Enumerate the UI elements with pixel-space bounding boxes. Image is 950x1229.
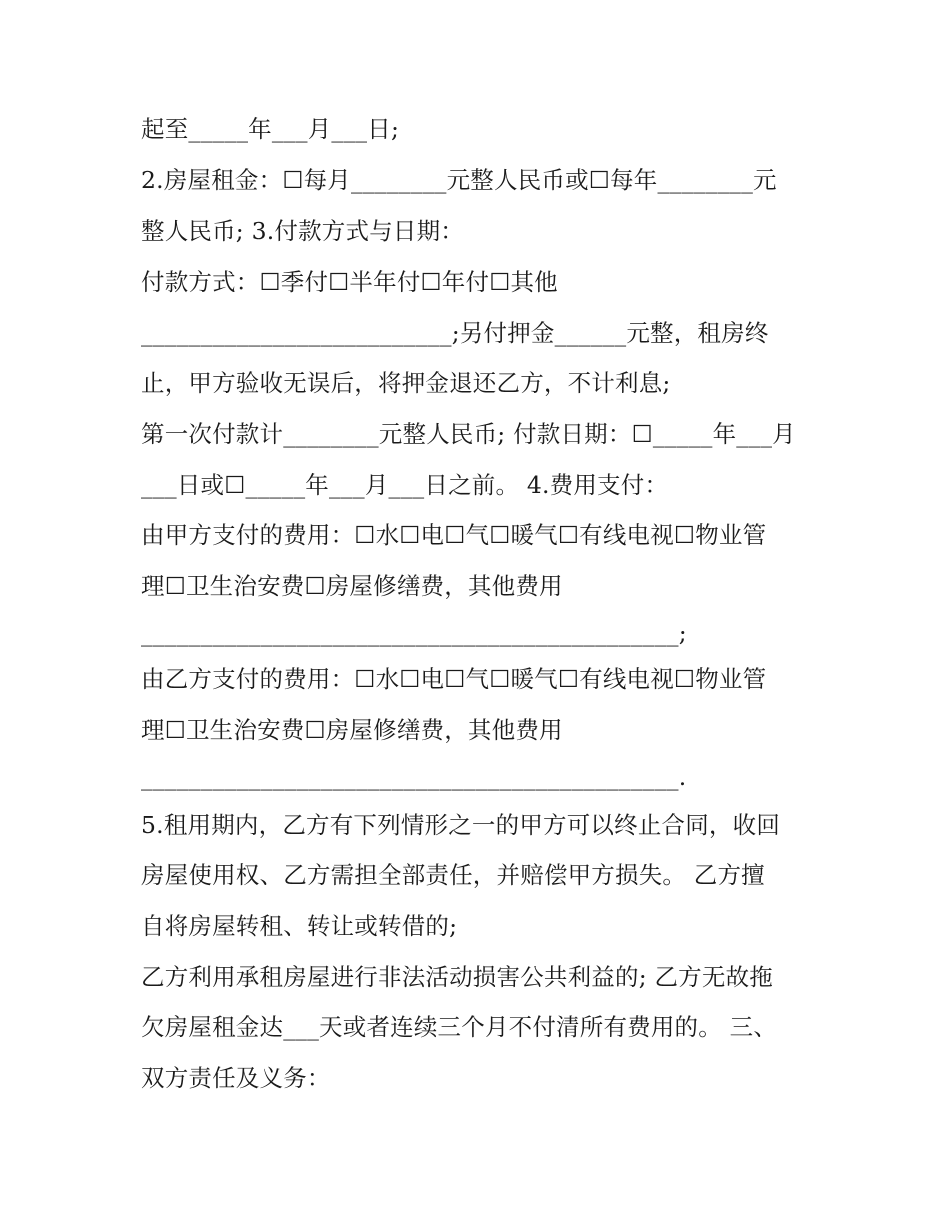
text-line: 2.房屋租金：☐每月________元整人民币或☐每年________元 [141, 166, 777, 194]
text-line: 欠房屋租金达___天或者连续三个月不付清所有费用的。 三、 [141, 1013, 778, 1041]
text-line: 理☐卫生治安费☐房屋修缮费，其他费用 [141, 716, 563, 744]
text-line: _____________________________________________; [141, 619, 687, 647]
text-line: 自将房屋转租、转让或转借的; [141, 912, 458, 940]
text-line: 5.租用期内，乙方有下列情形之一的甲方可以终止合同，收回 [141, 811, 781, 839]
text-line: 由乙方支付的费用：☐水☐电☐气☐暖气☐有线电视☐物业管 [141, 665, 767, 693]
text-line: 理☐卫生治安费☐房屋修缮费，其他费用 [141, 572, 563, 600]
text-line: 起至_____年___月___日; [141, 115, 400, 143]
text-line: _____________________________________________. [141, 763, 687, 791]
text-line: __________________________;另付押金______元整，租房终 [141, 319, 769, 347]
text-line: 整人民币; 3.付款方式与日期： [141, 217, 465, 245]
text-line: 乙方利用承租房屋进行非法活动损害公共利益的; 乙方无故拖 [141, 963, 773, 991]
text-line: 房屋使用权、乙方需担全部责任，并赔偿甲方损失。 乙方擅 [141, 861, 765, 889]
text-line: 第一次付款计________元整人民币; 付款日期：☐_____年___月 [141, 420, 796, 448]
text-line: ___日或☐_____年___月___日之前。 4.费用支付： [141, 471, 669, 499]
text-line: 双方责任及义务： [141, 1064, 331, 1092]
text-line: 止，甲方验收无误后，将押金退还乙方，不计利息; [141, 369, 671, 397]
text-line: 付款方式：☐季付☐半年付☐年付☐其他 [141, 268, 558, 296]
text-line: 由甲方支付的费用：☐水☐电☐气☐暖气☐有线电视☐物业管 [141, 521, 767, 549]
